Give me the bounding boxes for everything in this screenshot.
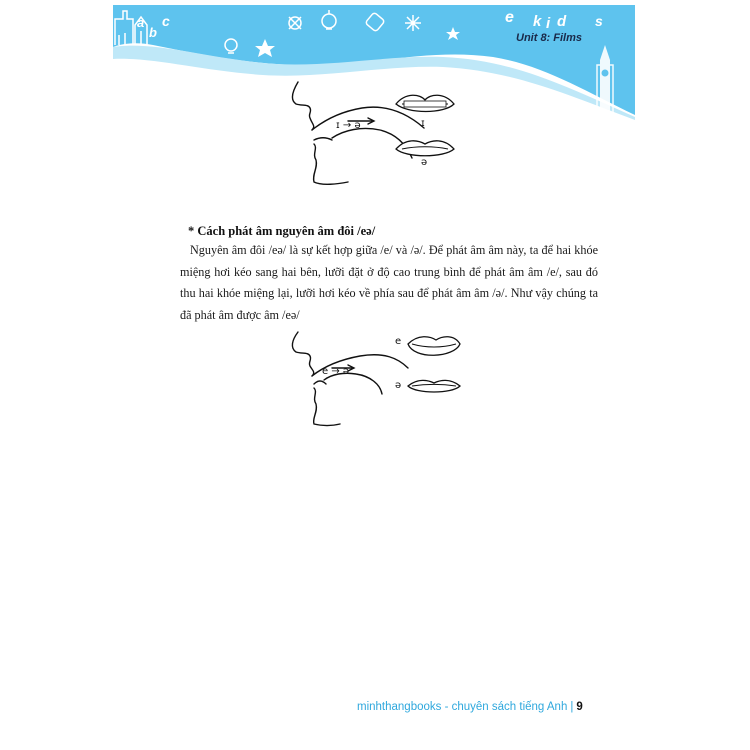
pronunciation-diagram-1 (288, 78, 463, 190)
mouth-profile-drawing (288, 328, 463, 428)
banner-letter: i (546, 15, 551, 32)
page-footer (357, 701, 583, 713)
mouth-top-label: ɪ (421, 118, 425, 129)
section-heading: * Cách phát âm nguyên âm đôi /eə/ (188, 224, 376, 238)
unit-title: Unit 8: Films (516, 32, 583, 44)
mouth-bottom-label: ə (395, 380, 402, 391)
section-paragraph: Nguyên âm đôi /eə/ là sự kết hợp giữa /e/ và /ə/. Để phát âm âm này, ta để hai khóe miệng hơi kéo sang hai bên, lưỡi đặt ở độ cao trung bình để phát âm âm /e/, sau đó thu hai khóe miệng lại, lưỡi hơi kéo về phía sau để phát âm âm /ə/. Như vậy chúng ta đã phát âm được âm /eə/ (180, 243, 598, 322)
banner-letter: s (595, 13, 603, 29)
banner-letter: e (505, 9, 514, 26)
banner-letter: a (137, 15, 145, 30)
tongue-movement-label: e → ə (322, 366, 350, 377)
footer-brand-text: minhthangbooks - chuyên sách tiếng Anh (357, 701, 568, 713)
footer-separator: | (570, 701, 574, 713)
mouth-bottom-label: ə (421, 157, 428, 168)
pronunciation-diagram-2 (288, 328, 463, 428)
banner-letter: b (149, 25, 157, 40)
mouth-top-label: e (395, 336, 402, 347)
mouth-profile-drawing (288, 78, 463, 190)
tongue-movement-label: ɪ → ə (336, 120, 361, 131)
banner-letter: d (557, 13, 567, 30)
banner-letter: k (533, 13, 542, 30)
banner-letter: c (162, 13, 170, 29)
page-number: 9 (576, 701, 583, 713)
